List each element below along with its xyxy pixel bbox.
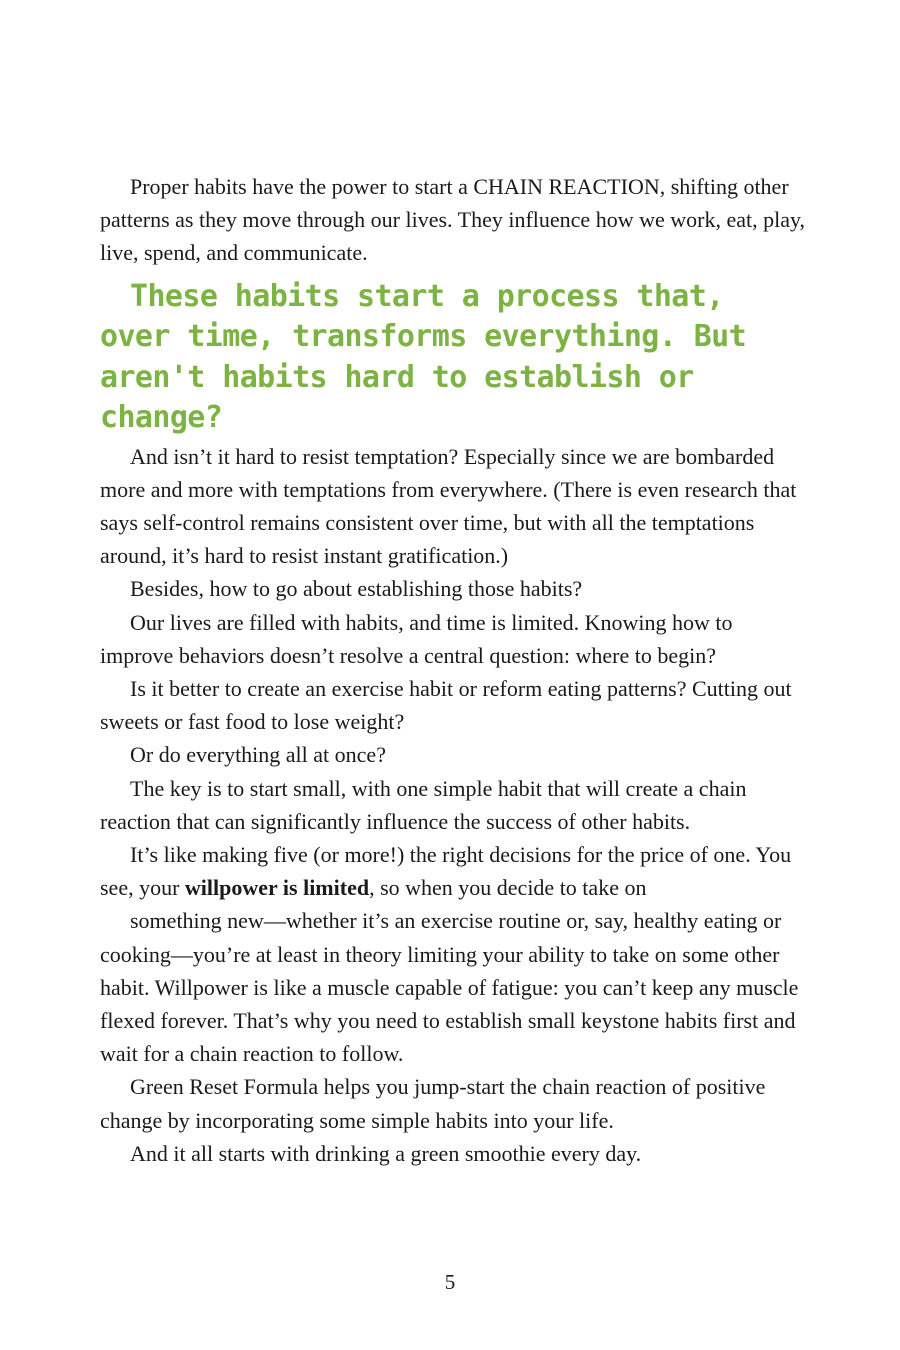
page-body	[100, 170, 810, 1170]
paragraph-exercise-or-eating: Is it better to create an exercise habit or reform eating patterns? Cutting out sweets or fast food to lose weight?	[100, 676, 792, 735]
paragraph-green-reset: Green Reset Formula helps you jump-start the chain reaction of positive change by incorporating some simple habits into your life.	[100, 1074, 766, 1133]
willpower-text-before: It’s like making five (or more!) the right decisions for the price of one. You see, your	[100, 842, 792, 901]
paragraph-where-to-begin: Our lives are filled with habits, and time is limited. Knowing how to improve behaviors doesn’t resolve a central question: where to begin?	[100, 609, 733, 668]
paragraph-willpower	[100, 838, 810, 904]
paragraph-temptation: And isn’t it hard to resist temptation? Especially since we are bombarded more and more with temptations from everywhere. (There is even research that says self-control remains consistent over time, but with all the temptations around, it’s hard to resist instant gratification.)	[100, 443, 797, 569]
paragraph-green-smoothie: And it all starts with drinking a green smoothie every day.	[130, 1140, 642, 1166]
paragraph-start-small: The key is to start small, with one simple habit that will create a chain reaction that can significantly influence the success of other habits.	[100, 775, 747, 834]
willpower-text-after: , so when you decide to take on	[369, 875, 647, 901]
paragraph-chain-reaction: Proper habits have the power to start a CHAIN REACTION, shifting other patterns as they move through our lives. They influence how we work, eat, play, live, spend, and communicate.	[100, 174, 806, 266]
paragraph-something-new: something new—whether it’s an exercise routine or, say, healthy eating or cooking—you’re at least in theory limiting your ability to take on some other habit. Willpower is like a muscle capable of fatigue: you can’t keep any muscle flexed forever. That’s why you need to establish small keystone habits first and wait for a chain reaction to follow.	[100, 908, 799, 1067]
paragraph-all-at-once: Or do everything all at once?	[130, 742, 386, 768]
paragraph-establishing: Besides, how to go about establishing those habits?	[130, 576, 583, 602]
willpower-emphasis: willpower is limited	[184, 875, 370, 901]
pull-quote: These habits start a process that, over time, transforms everything. But aren't habits hard to establish or change?	[100, 278, 747, 436]
page-number: 5	[444, 1270, 456, 1294]
